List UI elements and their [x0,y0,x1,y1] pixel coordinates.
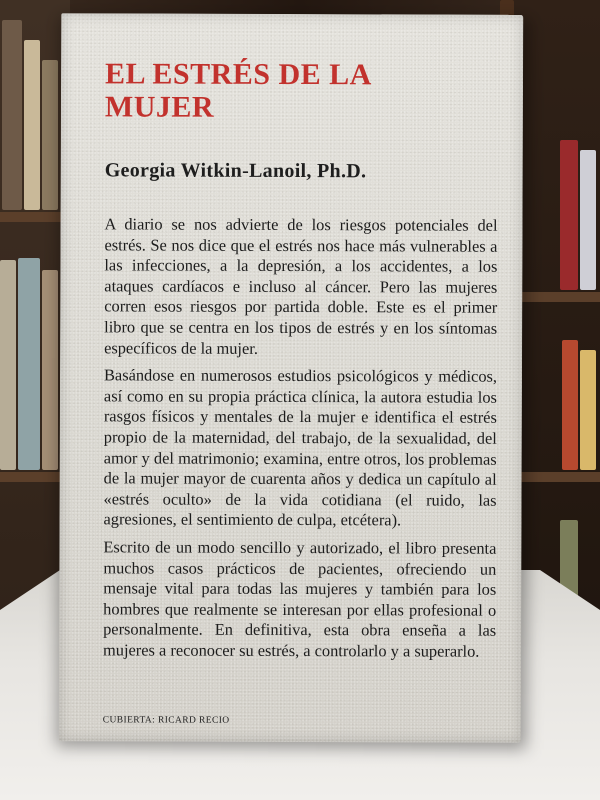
shelf-book-spine [42,270,58,470]
blurb-paragraph: Escrito de un modo sencillo y autorizado, el libro presenta muchos casos prácticos de pacientes, ofreciendo un mensaje vital para todas las mujeres y también para los hombres que realmente se interesan por ellas profesional o personalmente. En definitiva, esta obra enseña a las mujeres a reconocer su estrés, a controlarlo y a superarlo. [103,537,497,661]
back-cover-blurb [103,214,498,669]
shelf-book-spine [2,20,22,210]
shelf-book-spine [42,60,58,210]
blurb-paragraph: A diario se nos advierte de los riesgos potenciales del estrés. Se nos dice que el estrés nos hace más vulnerables a las infecciones, a la depresión, a los accidentes, a los ataques cardíacos e incluso al cáncer. Pero las mujeres corren esos riesgos por partida doble. Este es el primer libro que se centra en los tipos de estrés y en los síntomas específicos de la mujer. [104,214,498,358]
book-author: Georgia Witkin-Lanoil, Ph.D. [104,159,367,183]
shelf-book-spine [18,258,40,470]
blurb-paragraph: Basándose en numerosos estudios psicológicos y médicos, así como en su propia práctica clínica, la autora estudia los rasgos físicos y mentales de la mujer e identifica el estrés propio de la maternidad, del trabajo, de la sexualidad, del amor y del matrimonio; examina, entre otros, los problemas de la mujer mayor de cuarenta años y dedica un capítulo al «estrés oculto» de la vida cotidiana (el ruido, las agresiones, el sentimiento de culpa, etcétera). [103,365,498,530]
shelf-book-spine [560,140,578,290]
cover-credit: CUBIERTA: RICARD RECIO [102,715,230,726]
book-title: EL ESTRÉS DE LA MUJER [104,57,371,124]
shelf-book-spine [580,150,596,290]
book-back-cover [59,13,524,743]
shelf-book-spine [562,340,578,470]
shelf-book-spine [24,40,40,210]
shelf-book-spine [580,350,596,470]
shelf-book-spine [0,260,16,470]
